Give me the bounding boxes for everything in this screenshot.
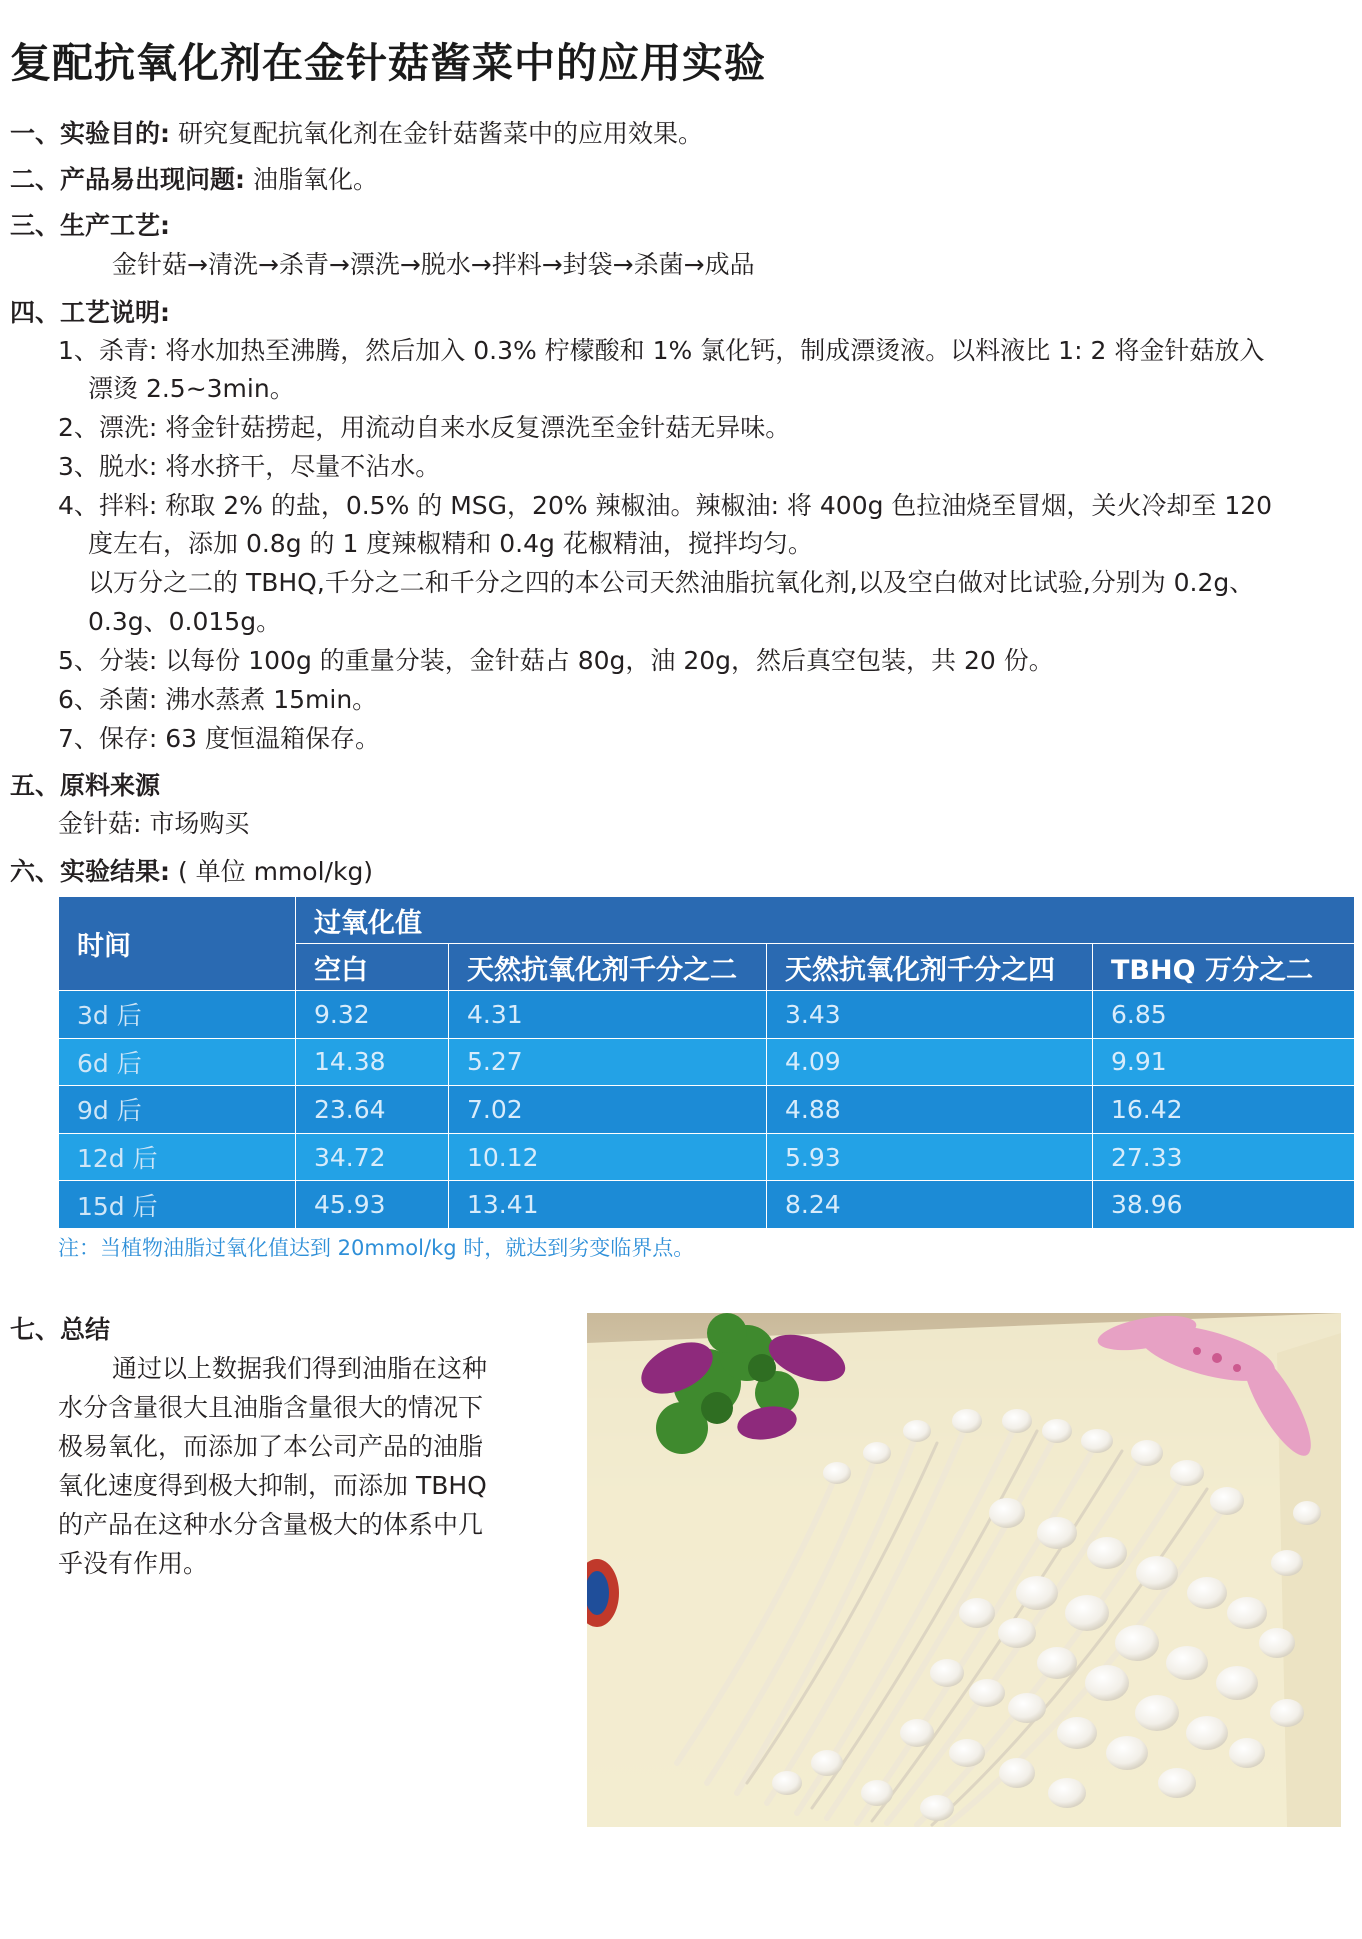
table-cell: 4.31 bbox=[449, 991, 767, 1039]
table-row bbox=[59, 1133, 1355, 1181]
section-problem-label: 二、产品易出现问题: bbox=[10, 165, 245, 194]
table-header-blank: 空白 bbox=[296, 944, 449, 991]
table-cell: 9.32 bbox=[296, 991, 449, 1039]
enoki-mushroom-photo bbox=[587, 1313, 1341, 1827]
table-cell: 5.93 bbox=[767, 1133, 1093, 1181]
section-results-unit: ( 单位 mmol/kg) bbox=[170, 857, 374, 886]
table-cell: 23.64 bbox=[296, 1086, 449, 1134]
step-4-line-3: 以万分之二的 TBHQ,千分之二和千分之四的本公司天然油脂抗氧化剂,以及空白做对比试验,分别为 0.2g、 bbox=[88, 568, 1255, 597]
source-text: 金针菇: 市场购买 bbox=[58, 809, 250, 838]
section-purpose bbox=[10, 116, 703, 152]
step-1-line-2: 漂烫 2.5~3min。 bbox=[88, 374, 295, 403]
table-cell: 9.91 bbox=[1093, 1038, 1355, 1086]
table-row bbox=[59, 1038, 1355, 1086]
section-purpose-label: 一、实验目的: bbox=[10, 119, 170, 148]
step-3: 3、脱水: 将水挤干，尽量不沾水。 bbox=[58, 452, 441, 481]
table-cell: 13.41 bbox=[449, 1181, 767, 1229]
step-4-line-1: 4、拌料: 称取 2% 的盐，0.5% 的 MSG，20% 辣椒油。辣椒油: 将 400g 色拉油烧至冒烟，关火冷却至 120 bbox=[58, 491, 1273, 520]
step-4-line-2: 度左右，添加 0.8g 的 1 度辣椒精和 0.4g 花椒精油，搅拌均匀。 bbox=[88, 529, 813, 558]
table-row bbox=[59, 991, 1355, 1039]
summary-line-4: 氧化速度得到极大抑制，而添加 TBHQ bbox=[58, 1471, 487, 1500]
table-cell: 4.09 bbox=[767, 1038, 1093, 1086]
section-summary-label: 七、总结 bbox=[10, 1315, 111, 1344]
table-cell: 4.88 bbox=[767, 1086, 1093, 1134]
table-header-time: 时间 bbox=[59, 897, 296, 991]
section-results-label: 六、实验结果: bbox=[10, 857, 170, 886]
table-cell: 5.27 bbox=[449, 1038, 767, 1086]
table-cell: 14.38 bbox=[296, 1038, 449, 1086]
step-1-line-1: 1、杀青: 将水加热至沸腾，然后加入 0.3% 柠檬酸和 1% 氯化钙，制成漂烫液。以料液比 1: 2 将金针菇放入 bbox=[58, 336, 1265, 365]
section-purpose-text: 研究复配抗氧化剂在金针菇酱菜中的应用效果。 bbox=[170, 119, 703, 148]
table-cell: 3d 后 bbox=[59, 991, 296, 1039]
section-process-notes-label: 四、工艺说明: bbox=[10, 298, 170, 327]
table-cell: 6d 后 bbox=[59, 1038, 296, 1086]
table-note: 注：当植物油脂过氧化值达到 20mmol/kg 时，就达到劣变临界点。 bbox=[58, 1236, 695, 1260]
section-problem-text: 油脂氧化。 bbox=[245, 165, 378, 194]
table-cell: 3.43 bbox=[767, 991, 1093, 1039]
step-2: 2、漂洗: 将金针菇捞起，用流动自来水反复漂洗至金针菇无异味。 bbox=[58, 413, 791, 442]
enoki-mushroom-illustration bbox=[587, 1313, 1341, 1827]
step-7: 7、保存: 63 度恒温箱保存。 bbox=[58, 724, 381, 753]
section-process bbox=[10, 208, 170, 244]
section-source-label: 五、原料来源 bbox=[10, 771, 161, 800]
section-process-label: 三、生产工艺: bbox=[10, 211, 170, 240]
results-table-container bbox=[58, 896, 1354, 1228]
table-cell: 9d 后 bbox=[59, 1086, 296, 1134]
table-row bbox=[59, 1181, 1355, 1229]
section-results bbox=[10, 854, 373, 890]
summary-line-6: 乎没有作用。 bbox=[58, 1549, 209, 1578]
table-cell: 15d 后 bbox=[59, 1181, 296, 1229]
table-cell: 38.96 bbox=[1093, 1181, 1355, 1229]
table-cell: 7.02 bbox=[449, 1086, 767, 1134]
section-problem bbox=[10, 162, 378, 198]
summary-line-3: 极易氧化，而添加了本公司产品的油脂 bbox=[58, 1432, 484, 1461]
table-cell: 27.33 bbox=[1093, 1133, 1355, 1181]
section-process-notes bbox=[10, 295, 170, 331]
summary-line-1: 通过以上数据我们得到油脂在这种 bbox=[112, 1354, 488, 1383]
summary-line-5: 的产品在这种水分含量极大的体系中几 bbox=[58, 1510, 484, 1539]
table-header-peroxide: 过氧化值 bbox=[296, 897, 1355, 944]
table-row bbox=[59, 1086, 1355, 1134]
table-cell: 8.24 bbox=[767, 1181, 1093, 1229]
table-cell: 6.85 bbox=[1093, 991, 1355, 1039]
step-6: 6、杀菌: 沸水蒸煮 15min。 bbox=[58, 685, 378, 714]
table-header-tbhq: TBHQ 万分之二 bbox=[1093, 944, 1355, 991]
table-cell: 12d 后 bbox=[59, 1133, 296, 1181]
section-source bbox=[10, 768, 160, 804]
section-summary bbox=[10, 1312, 110, 1348]
summary-line-2: 水分含量很大且油脂含量很大的情况下 bbox=[58, 1393, 484, 1422]
table-cell: 45.93 bbox=[296, 1181, 449, 1229]
page-title: 复配抗氧化剂在金针菇酱菜中的应用实验 bbox=[10, 39, 766, 87]
table-header-natural-2: 天然抗氧化剂千分之二 bbox=[449, 944, 767, 991]
table-cell: 16.42 bbox=[1093, 1086, 1355, 1134]
process-flow: 金针菇→清洗→杀青→漂洗→脱水→拌料→封袋→杀菌→成品 bbox=[112, 250, 755, 279]
step-5: 5、分装: 以每份 100g 的重量分装，金针菇占 80g，油 20g，然后真空包装，共 20 份。 bbox=[58, 646, 1054, 675]
step-4-line-4: 0.3g、0.015g。 bbox=[88, 607, 282, 636]
table-cell: 10.12 bbox=[449, 1133, 767, 1181]
results-table bbox=[58, 896, 1355, 1229]
table-cell: 34.72 bbox=[296, 1133, 449, 1181]
table-header-natural-4: 天然抗氧化剂千分之四 bbox=[767, 944, 1093, 991]
